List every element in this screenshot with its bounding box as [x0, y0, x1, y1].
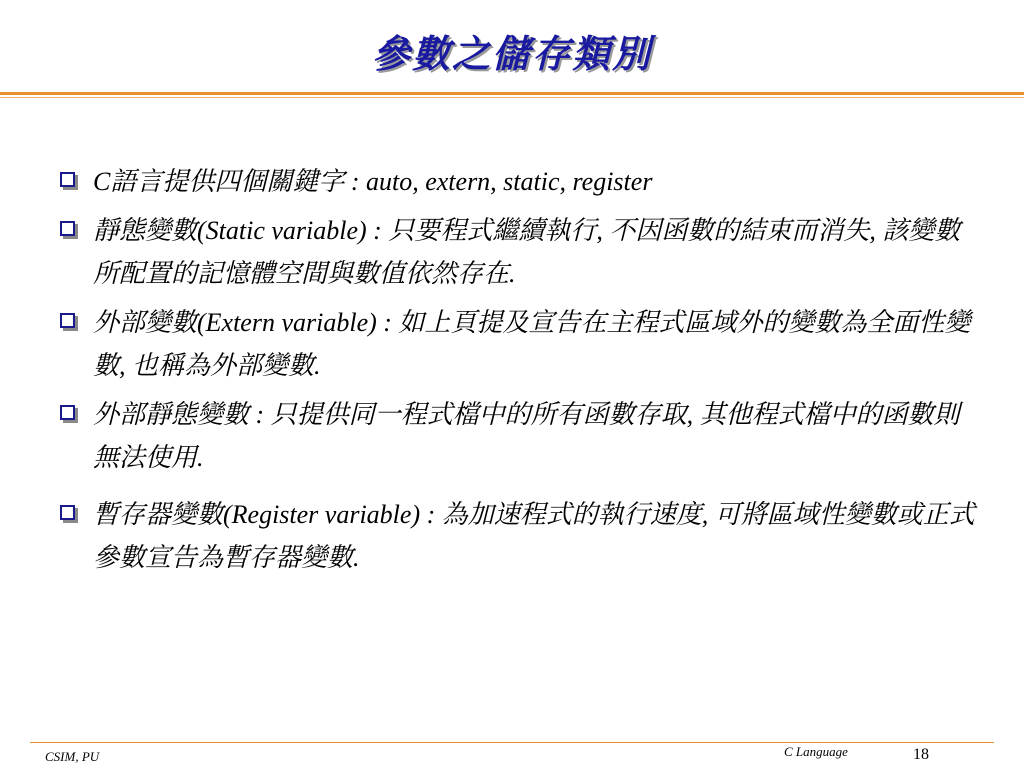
- checkbox-bullet-icon: [60, 313, 75, 328]
- bullet-text: C語言提供四個關鍵字 : auto, extern, static, register: [93, 167, 653, 196]
- checkbox-bullet-icon: [60, 172, 75, 187]
- bullet-item: [60, 393, 980, 479]
- checkbox-bullet-icon: [60, 505, 75, 520]
- bullet-item: [60, 209, 980, 295]
- bullet-text: 靜態變數(Static variable) : 只要程式繼續執行, 不因函數的結束而消失, 該變數所配置的記憶體空間與數值依然存在.: [93, 216, 961, 288]
- bullet-text: 暫存器變數(Register variable) : 為加速程式的執行速度, 可將區域性變數或正式參數宣告為暫存器變數.: [93, 500, 975, 572]
- title-divider-thin: [0, 97, 1024, 98]
- checkbox-bullet-icon: [60, 221, 75, 236]
- bullet-text: 外部變數(Extern variable) : 如上頁提及宣告在主程式區域外的變數為全面性變數, 也稱為外部變數.: [93, 308, 971, 380]
- slide-title: 參數之儲存類別: [371, 34, 652, 76]
- bullet-item: [60, 493, 980, 579]
- checkbox-bullet-icon: [60, 405, 75, 420]
- bullet-item: [60, 301, 980, 387]
- title-divider: [0, 92, 1024, 95]
- bullet-text: 外部靜態變數 : 只提供同一程式檔中的所有函數存取, 其他程式檔中的函數則無法使用.: [93, 400, 960, 472]
- bullet-item: [60, 160, 980, 203]
- bullet-list: [60, 160, 980, 585]
- footer-course-name: C Language: [784, 744, 848, 759]
- footer-organization: CSIM, PU: [45, 749, 100, 764]
- page-number: 18: [913, 746, 929, 763]
- footer-divider: [30, 742, 994, 743]
